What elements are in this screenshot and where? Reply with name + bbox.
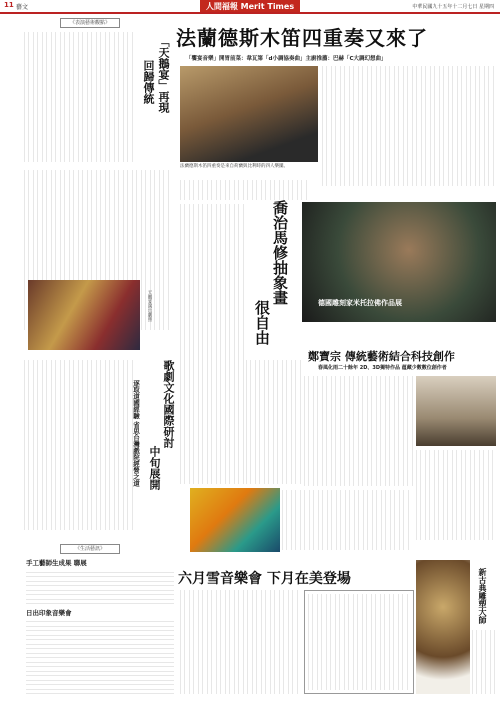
left-title-2: 回歸傳統 <box>142 60 155 104</box>
page-number: 11 <box>4 1 14 9</box>
bottom-side-text <box>472 630 496 694</box>
quartet-photo <box>180 66 318 162</box>
bottom-side-title: 新古典雕塑大師 <box>478 568 488 624</box>
mid-body-text <box>180 204 244 484</box>
bottom-headline: 六月雪音樂會 下月在美登場 <box>178 571 351 587</box>
right-headline: 鄭寶宗 傳統藝術結合科技創作 <box>308 350 455 363</box>
section-name: 藝文 <box>16 4 29 11</box>
living-item-1-title: 手工藝師生成果 聯展 <box>26 559 87 567</box>
opera-photo-caption: 天鵝宴演出劇照 <box>147 290 152 322</box>
bottom-body-text <box>180 590 300 694</box>
mid-headline-1: 喬治馬修抽象畫 <box>271 200 289 305</box>
left-title-3: 歌劇文化國際研討 <box>162 360 175 448</box>
top-headline: 法蘭德斯木笛四重奏又來了 <box>176 26 428 50</box>
left-title-4: 中旬展開 <box>148 446 161 490</box>
top-body-text <box>322 66 494 186</box>
left-title-1: 「天鵝宴」再現 <box>157 36 170 113</box>
sculpture-photo-caption: 德國雕刻家米托拉佛作品展 <box>318 299 402 307</box>
issue-date: 中華民國九十五年十二月七日 星期四 <box>412 4 494 10</box>
mid-headline-2: 很自由 <box>253 300 271 345</box>
left-subtitle: 逐取道國經驗 省思台灣戲院經營之道 <box>132 380 140 487</box>
living-item-1-text <box>26 568 174 604</box>
top-body-text-2 <box>180 180 310 200</box>
top-subhead: 「饗宴音樂」開胃前菜：韋瓦第「d小調協奏曲」主廚推薦：巴赫「C大調幻想曲」 <box>186 56 387 62</box>
digital-art-image <box>190 488 280 552</box>
mid-body-text-3 <box>282 490 412 550</box>
left-body-text <box>24 32 134 162</box>
living-arts-label: 《生活藝訊》 <box>60 544 120 554</box>
masthead-logo: 人間福報 Merit Times <box>200 0 300 12</box>
left-body-text-3 <box>24 360 134 530</box>
artist-photo <box>416 376 496 446</box>
opera-photo <box>28 280 140 350</box>
right-body-text <box>304 376 414 486</box>
quartet-photo-caption: 法蘭德斯木笛四重奏是來自荷蘭與比利時的四人樂團。 <box>180 164 288 169</box>
column-label: 《表演藝術觀點》 <box>60 18 120 28</box>
sculpture-bust-photo <box>416 560 470 694</box>
living-item-2-title: 日出印象音樂會 <box>26 609 72 617</box>
living-item-2-text <box>26 618 174 694</box>
right-body-text-2 <box>416 450 496 540</box>
bottom-box-text <box>308 594 410 690</box>
mid-body-text-2 <box>246 360 302 484</box>
right-subhead: 春風化雨二十餘年 2D、3D獨特作品 蕴藏少數數位創作者 <box>318 365 447 371</box>
